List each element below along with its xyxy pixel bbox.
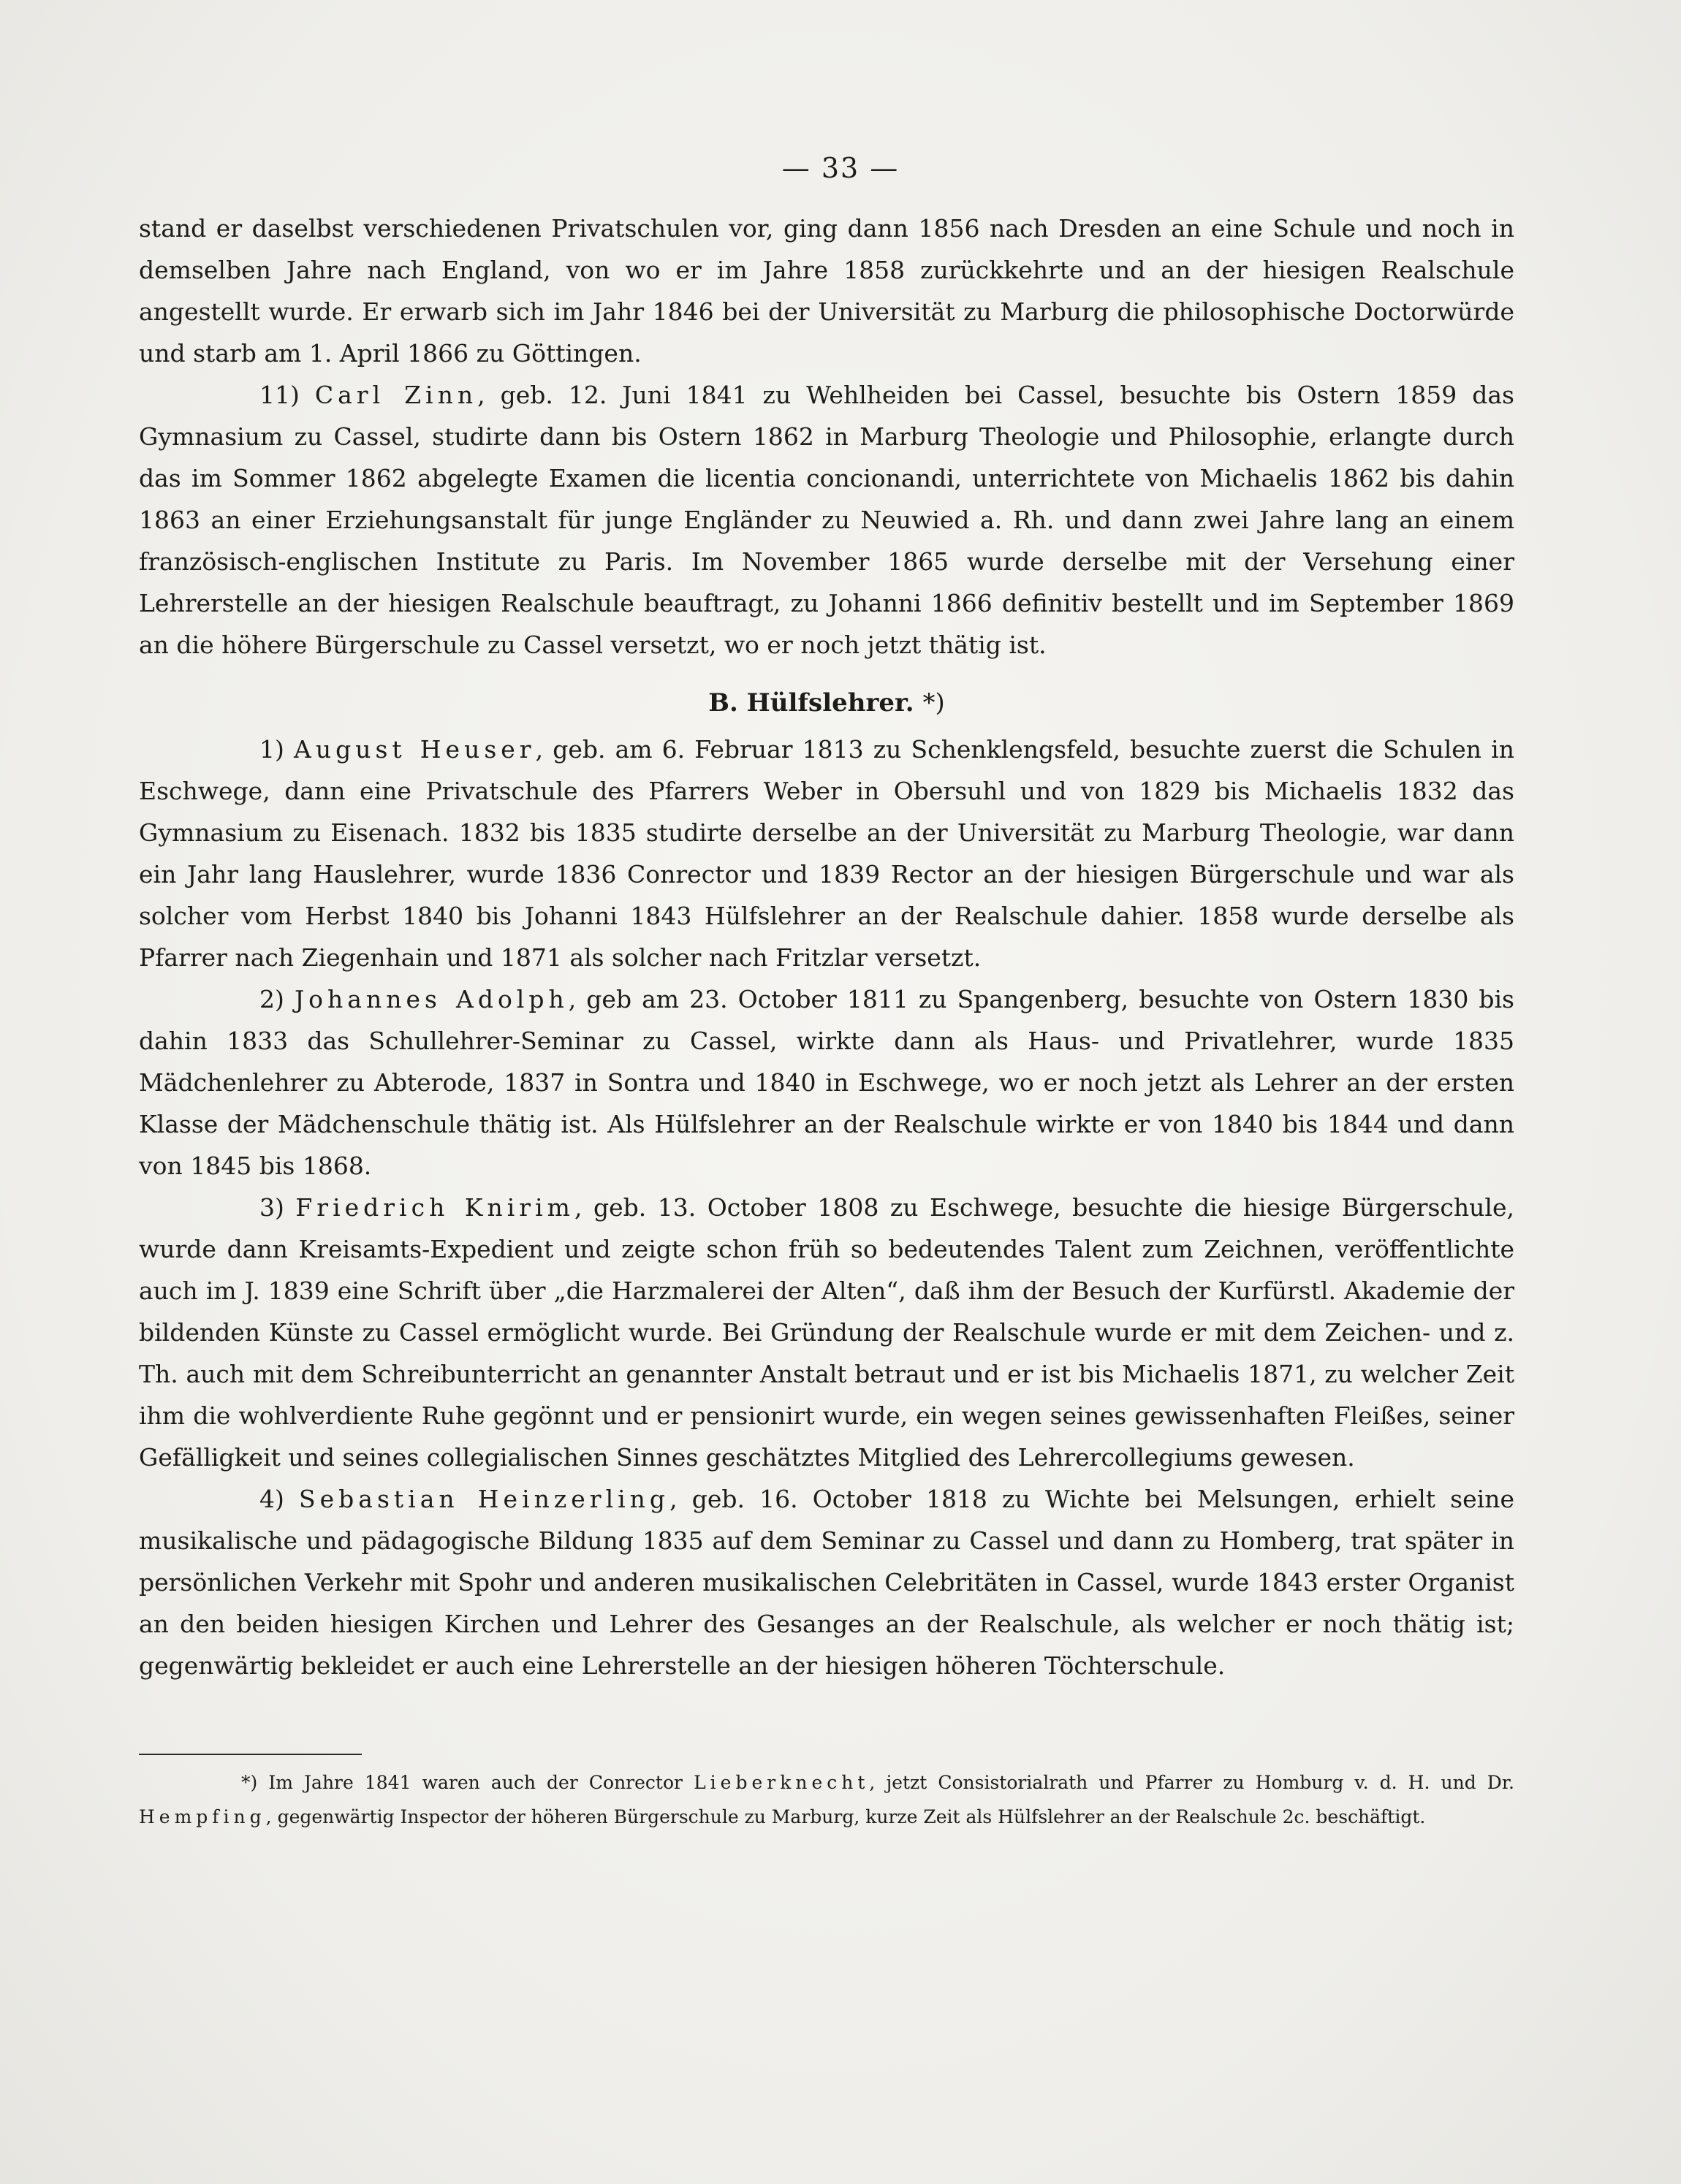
footnote bbox=[139, 1765, 1514, 1834]
entry-name: Sebastian Heinzerling bbox=[299, 1485, 670, 1513]
footnote-name-hempfing: Hempfing bbox=[139, 1806, 266, 1827]
entry-august-heuser bbox=[139, 728, 1514, 978]
entry-text: , geb am 23. October 1811 zu Spangenberg, besuchte von Ostern 1830 bis dahin 1833 das Schullehrer-Seminar zu Cassel, wirkte dann als Haus- und Privatlehrer, wurde 1835 Mädchenlehrer zu Abterode, 1837 in Sontra und 1840 in Eschwege, wo er noch jetzt als Lehrer an der ersten Klasse der Mädchenschule thätig ist. Als Hülfslehrer an der Realschule wirkte er von 1840 bis 1844 und dann von 1845 bis 1868. bbox=[139, 985, 1514, 1180]
paragraph-text: stand er daselbst verschiedenen Privatschulen vor, ging dann 1856 nach Dresden an eine Schule und noch in demselben Jahre nach England, von wo er im Jahre 1858 zurückkehrte und an der hiesigen Realschule angestellt wurde. Er erwarb sich im Jahr 1846 bei der Universität zu Marburg die philosophische Doctorwürde und starb am 1. April 1866 zu Göttingen. bbox=[139, 214, 1514, 368]
paragraph-continued bbox=[139, 208, 1514, 374]
entry-name: August Heuser bbox=[294, 735, 536, 764]
entry-sebastian-heinzerling bbox=[139, 1478, 1514, 1686]
footnote-reference: *) bbox=[922, 688, 945, 718]
entry-name: Friedrich Knirim bbox=[295, 1193, 574, 1222]
page-number: — 33 — bbox=[781, 152, 900, 184]
entry-number: 11) bbox=[259, 381, 300, 409]
entry-number: 2) bbox=[259, 985, 284, 1013]
entry-name: Carl Zinn bbox=[314, 381, 478, 409]
entry-text: , geb. 12. Juni 1841 zu Wehlheiden bei Cassel, besuchte bis Ostern 1859 das Gymnasium zu Cassel, studirte dann bis Ostern 1862 in Marburg Theologie und Philosophie, erlangte durch das im Sommer 1862 abgelegte Examen die licentia concionandi, unterrichtete von Michaelis 1862 bis dahin 1863 an einer Erziehungsanstalt für junge Engländer zu Neuwied a. Rh. und dann zwei Jahre lang an einem französisch-englischen Institute zu Paris. Im November 1865 wurde derselbe mit der Versehung einer Lehrerstelle an der hiesigen Realschule beauftragt, zu Johanni 1866 definitiv bestellt und im September 1869 an die höhere Bürgerschule zu Cassel versetzt, wo er noch jetzt thätig ist. bbox=[139, 381, 1514, 659]
entry-friedrich-knirim bbox=[139, 1187, 1514, 1478]
entry-name: Johannes Adolph bbox=[294, 985, 569, 1013]
footnote-mark: *) bbox=[241, 1772, 258, 1793]
entry-number: 1) bbox=[259, 735, 284, 764]
footnote-divider bbox=[139, 1754, 362, 1755]
footnote-text-a: Im Jahre 1841 waren auch der Conrector bbox=[268, 1772, 683, 1793]
entry-text: , geb. 13. October 1808 zu Eschwege, besuchte die hiesige Bürgerschule, wurde dann Kreisamts-Expedient und zeigte schon früh so bedeutendes Talent zum Zeichnen, veröffentlichte auch im J. 1839 eine Schrift über „die Harzmalerei der Alten“, daß ihm der Besuch der Kurfürstl. Akademie der bildenden Künste zu Cassel ermöglicht wurde. Bei Gründung der Realschule wurde er mit dem Zeichen- und z. Th. auch mit dem Schreibunterricht an genannter Anstalt betraut und er ist bis Michaelis 1871, zu welcher Zeit ihm die wohlverdiente Ruhe gegönnt und er pensionirt wurde, ein wegen seines gewissenhaften Fleißes, seiner Gefälligkeit und seines collegialischen Sinnes geschätztes Mitglied des Lehrercollegiums gewesen. bbox=[139, 1193, 1514, 1472]
section-heading bbox=[139, 677, 1514, 728]
entry-johannes-adolph bbox=[139, 978, 1514, 1187]
footnote-text-c: , gegenwärtig Inspector der höheren Bürgerschule zu Marburg, kurze Zeit als Hülfslehrer an der Realschule 2c. beschäftigt. bbox=[265, 1806, 1426, 1827]
entry-text: , geb. 16. October 1818 zu Wichte bei Melsungen, erhielt seine musikalische und pädagogische Bildung 1835 auf dem Seminar zu Cassel und dann zu Homberg, trat später in persönlichen Verkehr mit Spohr und anderen musikalischen Celebritäten in Cassel, wurde 1843 erster Organist an den beiden hiesigen Kirchen und Lehrer des Gesanges an der Realschule, als welcher er noch thätig ist; gegenwärtig bekleidet er auch eine Lehrerstelle an der hiesigen höheren Töchterschule. bbox=[139, 1485, 1514, 1680]
entry-text: , geb. am 6. Februar 1813 zu Schenklengsfeld, besuchte zuerst die Schulen in Eschwege, dann eine Privatschule des Pfarrers Weber in Obersuhl und von 1829 bis Michaelis 1832 das Gymnasium zu Eisenach. 1832 bis 1835 studirte derselbe an der Universität zu Marburg Theologie, war dann ein Jahr lang Hauslehrer, wurde 1836 Conrector und 1839 Rector an der hiesigen Bürgerschule und war als solcher vom Herbst 1840 bis Johanni 1843 Hülfslehrer an der Realschule dahier. 1858 wurde derselbe als Pfarrer nach Ziegenhain und 1871 als solcher nach Fritzlar versetzt. bbox=[139, 735, 1514, 972]
footnote-text-b: , jetzt Consistorialrath und Pfarrer zu Homburg v. d. H. und Dr. bbox=[869, 1772, 1514, 1793]
entry-number: 4) bbox=[259, 1485, 284, 1513]
footnote-name-lieberknecht: Lieberknecht bbox=[694, 1772, 870, 1793]
section-title: B. Hülfslehrer. bbox=[708, 688, 914, 718]
main-text bbox=[139, 208, 1514, 1686]
entry-number: 3) bbox=[259, 1193, 284, 1222]
entry-carl-zinn bbox=[139, 374, 1514, 666]
